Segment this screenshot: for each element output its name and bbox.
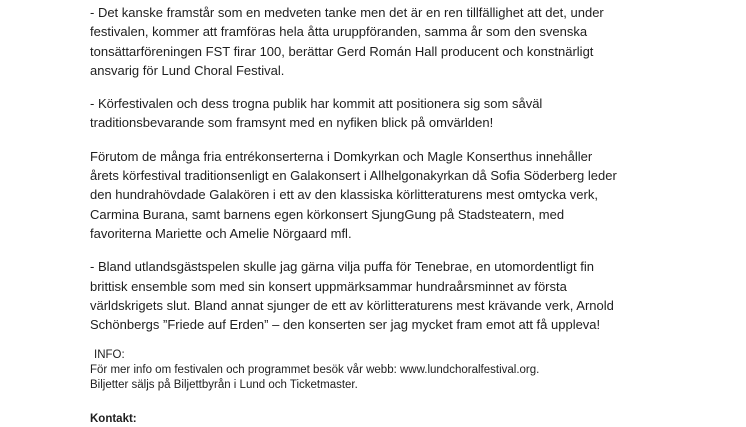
- text-line: brittisk ensemble som med sin konsert uppmärksammar hundraårsminnet av första: [90, 278, 567, 294]
- body-paragraph: [90, 147, 726, 243]
- text-line: Schönbergs ”Friede auf Erden” – den konserten ser jag mycket fram emot att få uppleva!: [90, 317, 601, 333]
- text-line: Förutom de många fria entrékonserterna i Domkyrkan och Magle Konserthus innehåller: [90, 148, 593, 164]
- info-section: [90, 348, 726, 393]
- text-line: Carmina Burana, samt barnens egen körkonsert SjungGung på Stadsteatern, med: [90, 206, 565, 222]
- text-line: tonsättarföreningen FST firar 100, berättar Gerd Román Hall producent och konstnärligt: [90, 43, 594, 59]
- text-line: favoriterna Mariette och Amelie Nörgaard mfl.: [90, 225, 352, 241]
- body-paragraph: [90, 3, 726, 80]
- text-line: den hundrahövdade Galakören i ett av den klassiska körlitteraturens mest omtycka verk,: [90, 187, 598, 203]
- body-paragraph: [90, 94, 726, 133]
- info-heading: INFO:: [94, 349, 125, 362]
- text-line: - Bland utlandsgästspelen skulle jag gärna vilja puffa för Tenebrae, en utomordentligt fin: [90, 259, 594, 275]
- text-line: - Körfestivalen och dess trogna publik har kommit att positionera sig som såväl: [90, 96, 543, 112]
- text-line: festivalen, kommer att framföras hela åtta uruppföranden, samma år som den svenska: [90, 24, 588, 40]
- text-line: årets körfestival traditionsenligt en Galakonsert i Allhelgonakyrkan då Sofia Söderberg leder: [90, 168, 617, 184]
- info-web-line: För mer info om festivalen och programmet besök vår webb: www.lundchoralfestival.org.: [90, 364, 540, 377]
- info-tickets-line: Biljetter säljs på Biljettbyrån i Lund och Ticketmaster.: [90, 379, 358, 392]
- text-line: världskrigets slut. Bland annat sjunger de ett av körlitteraturens mest krävande verk, Arnold: [90, 297, 614, 313]
- text-line: - Det kanske framstår som en medveten tanke men det är en ren tillfällighet att det, under: [90, 5, 604, 20]
- text-line: ansvarig för Lund Choral Festival.: [90, 62, 285, 78]
- text-line: traditionsbevarande som framsynt med en nyfiken blick på omvärlden!: [90, 115, 494, 131]
- contact-heading: Kontakt:: [90, 413, 137, 426]
- body-paragraph: [90, 257, 726, 334]
